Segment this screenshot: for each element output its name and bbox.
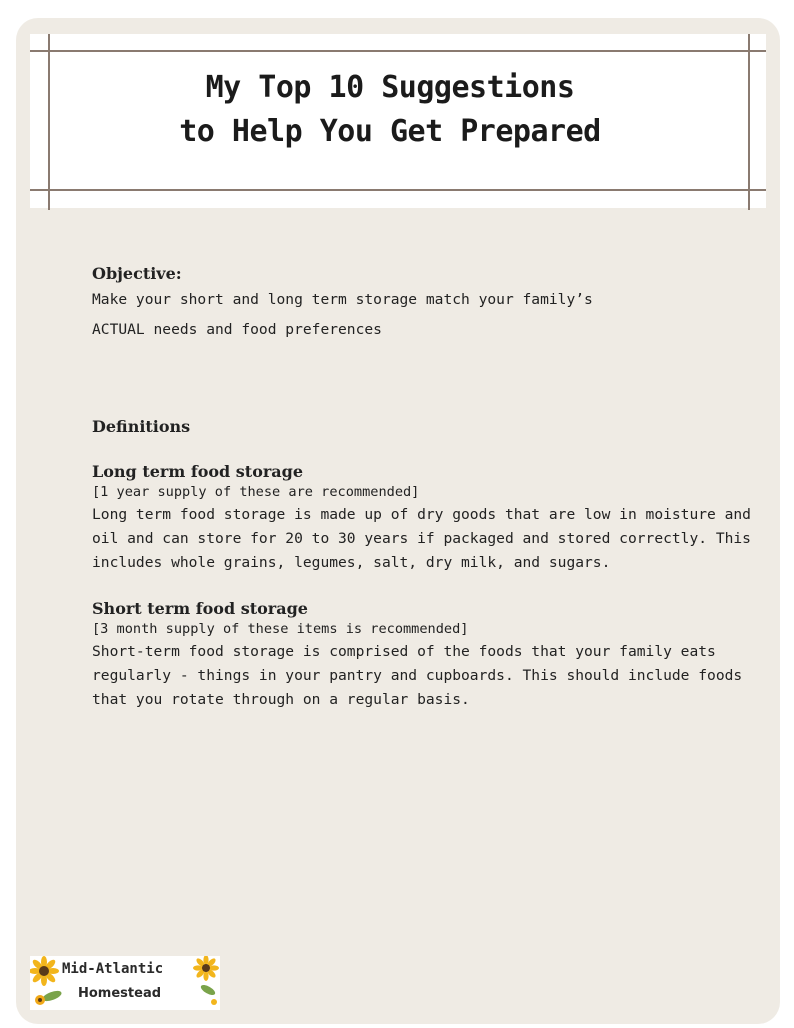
short-term-line: regularly - things in your pantry and cupboards. This should include foods [92, 667, 743, 684]
long-term-line: oil and can store for 20 to 30 years if packaged and stored correctly. This [92, 530, 751, 547]
frame-line-bottom [30, 189, 766, 191]
frame-line-top [30, 50, 766, 52]
short-term-section [92, 599, 772, 712]
long-term-note: [1 year supply of these are recommended] [92, 484, 420, 500]
logo-text-line-1: Mid-Atlantic [62, 961, 164, 977]
short-term-line: Short-term food storage is comprised of the foods that your family eats [92, 643, 716, 660]
objective-line: Make your short and long term storage match your family’s [92, 291, 593, 308]
short-term-note: [3 month supply of these items is recommended] [92, 621, 469, 637]
long-term-heading: Long term food storage [92, 462, 304, 481]
objective-heading: Objective: [92, 264, 182, 283]
page-title [30, 66, 750, 154]
long-term-line: includes whole grains, legumes, salt, dry milk, and sugars. [92, 554, 611, 571]
title-line-1: My Top 10 Suggestions [205, 70, 575, 105]
definitions-heading: Definitions [92, 417, 191, 436]
logo [30, 956, 220, 1010]
title-line-2: to Help You Get Prepared [179, 114, 601, 149]
long-term-section [92, 462, 772, 575]
objective-line: ACTUAL needs and food preferences [92, 321, 382, 338]
logo-text-line-2: Homestead [78, 986, 162, 1001]
objective-section [92, 264, 772, 345]
long-term-line: Long term food storage is made up of dry goods that are low in moisture and [92, 506, 751, 523]
short-term-line: that you rotate through on a regular basis. [92, 691, 470, 708]
short-term-heading: Short term food storage [92, 599, 308, 618]
content-area [92, 264, 772, 712]
